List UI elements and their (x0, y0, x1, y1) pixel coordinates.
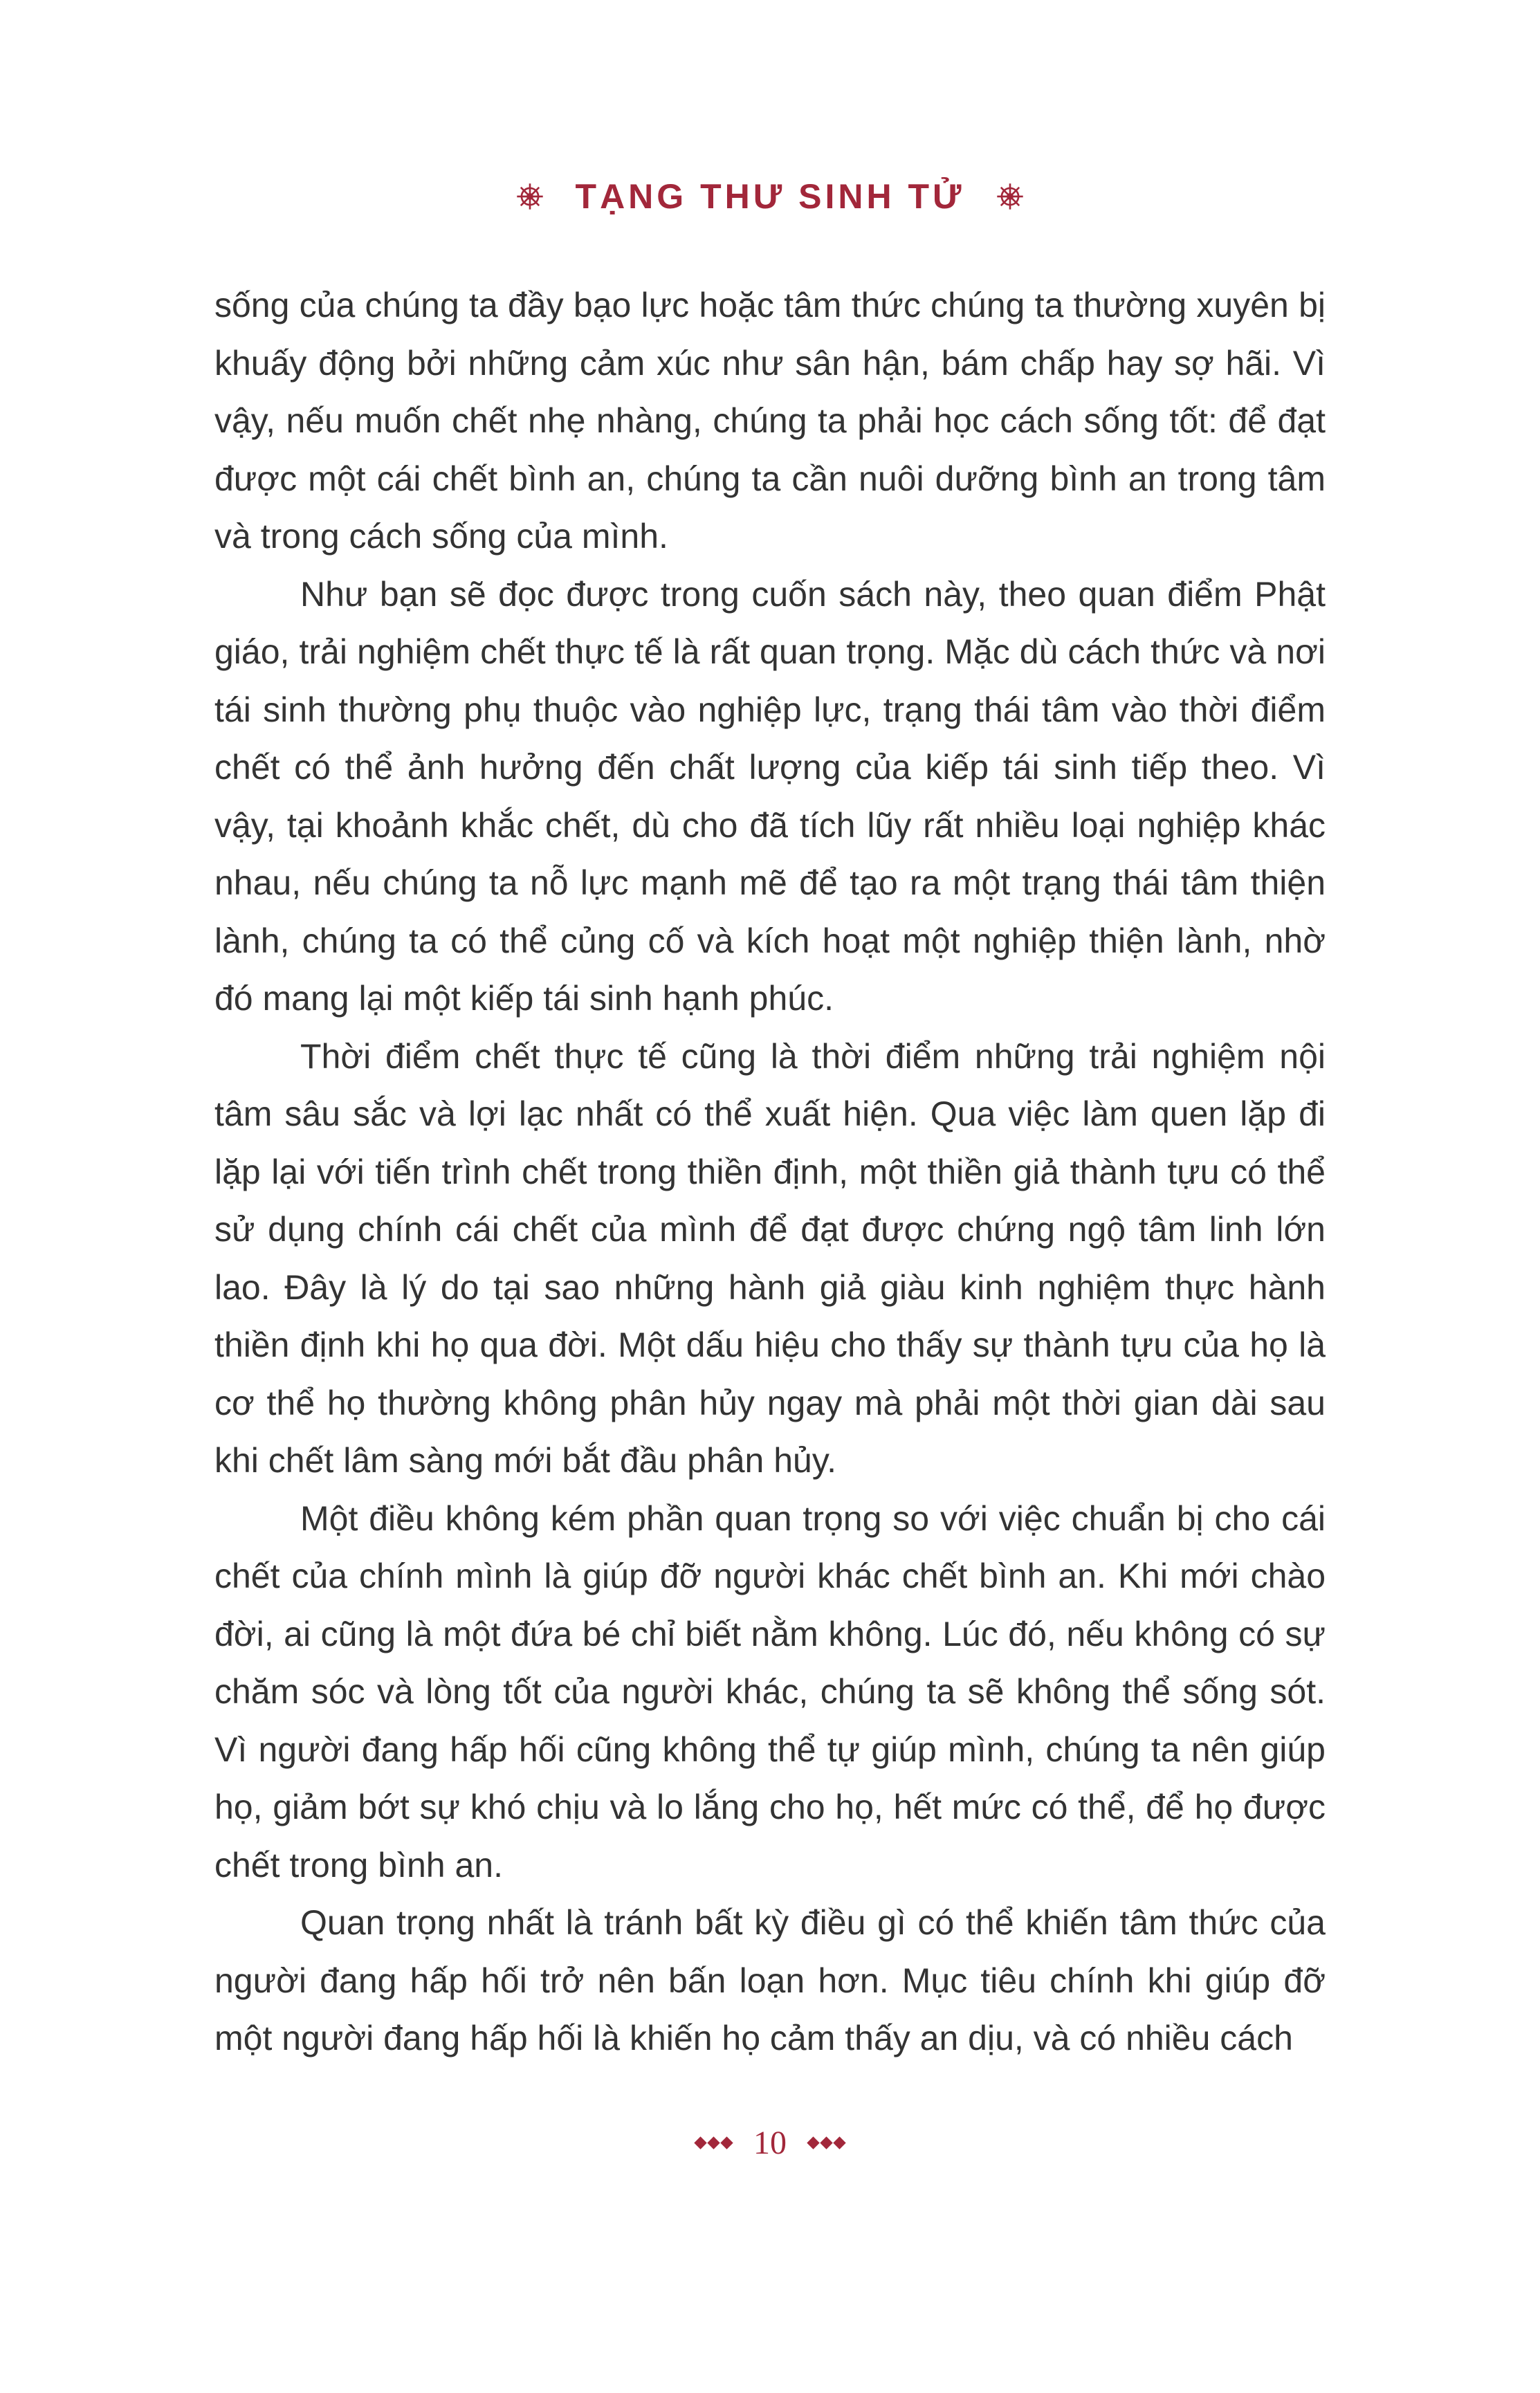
diamond-ornament-icon (809, 2138, 844, 2147)
book-title: TẠNG THƯ SINH TỬ (575, 177, 965, 216)
body-text (214, 277, 1326, 2082)
paragraph: Như bạn sẽ đọc được trong cuốn sách này, theo quan điểm Phật giáo, trải nghiệm chết thực tế là rất quan trọng. Mặc dù cách thức và nơi tái sinh thường phụ thuộc vào nghiệp lực, trạng thái tâm vào thời điểm chết có thể ảnh hưởng đến chất lượng của kiếp tái sinh tiếp theo. Vì vậy, tại khoảnh khắc chết, dù cho đã tích lũy rất nhiều loại nghiệp khác nhau, nếu chúng ta nỗ lực mạnh mẽ để tạo ra một trạng thái tâm thiện lành, chúng ta có thể củng cố và kích hoạt một nghiệp thiện lành, nhờ đó mang lại một kiếp tái sinh hạnh phúc. (214, 574, 1326, 1018)
paragraph: Thời điểm chết thực tế cũng là thời điểm những trải nghiệm nội tâm sâu sắc và lợi lạc nhất có thể xuất hiện. Qua việc làm quen lặp đi lặp lại với tiến trình chết trong thiền định, một thiền giả thành tựu có thể sử dụng chính cái chết của mình để đạt được chứng ngộ tâm linh lớn lao. Đây là lý do tại sao những hành giả giàu kinh nghiệm thực hành thiền định khi họ qua đời. Một dấu hiệu cho thấy sự thành tựu của họ là cơ thể họ thường không phân hủy ngay mà phải một thời gian dài sau khi chết lâm sàng mới bắt đầu phân hủy. (214, 1036, 1326, 1480)
paragraph: Quan trọng nhất là tránh bất kỳ điều gì có thể khiến tâm thức của người đang hấp hối trở nên bấn loạn hơn. Mục tiêu chính khi giúp đỡ một người đang hấp hối là khiến họ cảm thấy an dịu, và có nhiều cách (214, 1903, 1326, 2057)
diamond-ornament-icon (696, 2138, 731, 2147)
dharma-wheel-icon (515, 181, 545, 212)
running-header (0, 176, 1540, 217)
paragraph: Một điều không kém phần quan trọng so với việc chuẩn bị cho cái chết của chính mình là giúp đỡ người khác chết bình an. Khi mới chào đời, ai cũng là một đứa bé chỉ biết nằm không. Lúc đó, nếu không có sự chăm sóc và lòng tốt của người khác, chúng ta sẽ không thể sống sót. Vì người đang hấp hối cũng không thể tự giúp mình, chúng ta nên giúp họ, giảm bớt sự khó chịu và lo lắng cho họ, hết mức có thể, để họ được chết trong bình an. (214, 1498, 1326, 1885)
page-number: 10 (753, 2125, 787, 2161)
paragraph: sống của chúng ta đầy bạo lực hoặc tâm thức chúng ta thường xuyên bị khuấy động bởi những cảm xúc như sân hận, bám chấp hay sợ hãi. Vì vậy, nếu muốn chết nhẹ nhàng, chúng ta phải học cách sống tốt: để đạt được một cái chết bình an, chúng ta cần nuôi dưỡng bình an trong tâm và trong cách sống của mình. (214, 286, 1326, 556)
dharma-wheel-icon (995, 181, 1025, 212)
page-footer (0, 2124, 1540, 2162)
